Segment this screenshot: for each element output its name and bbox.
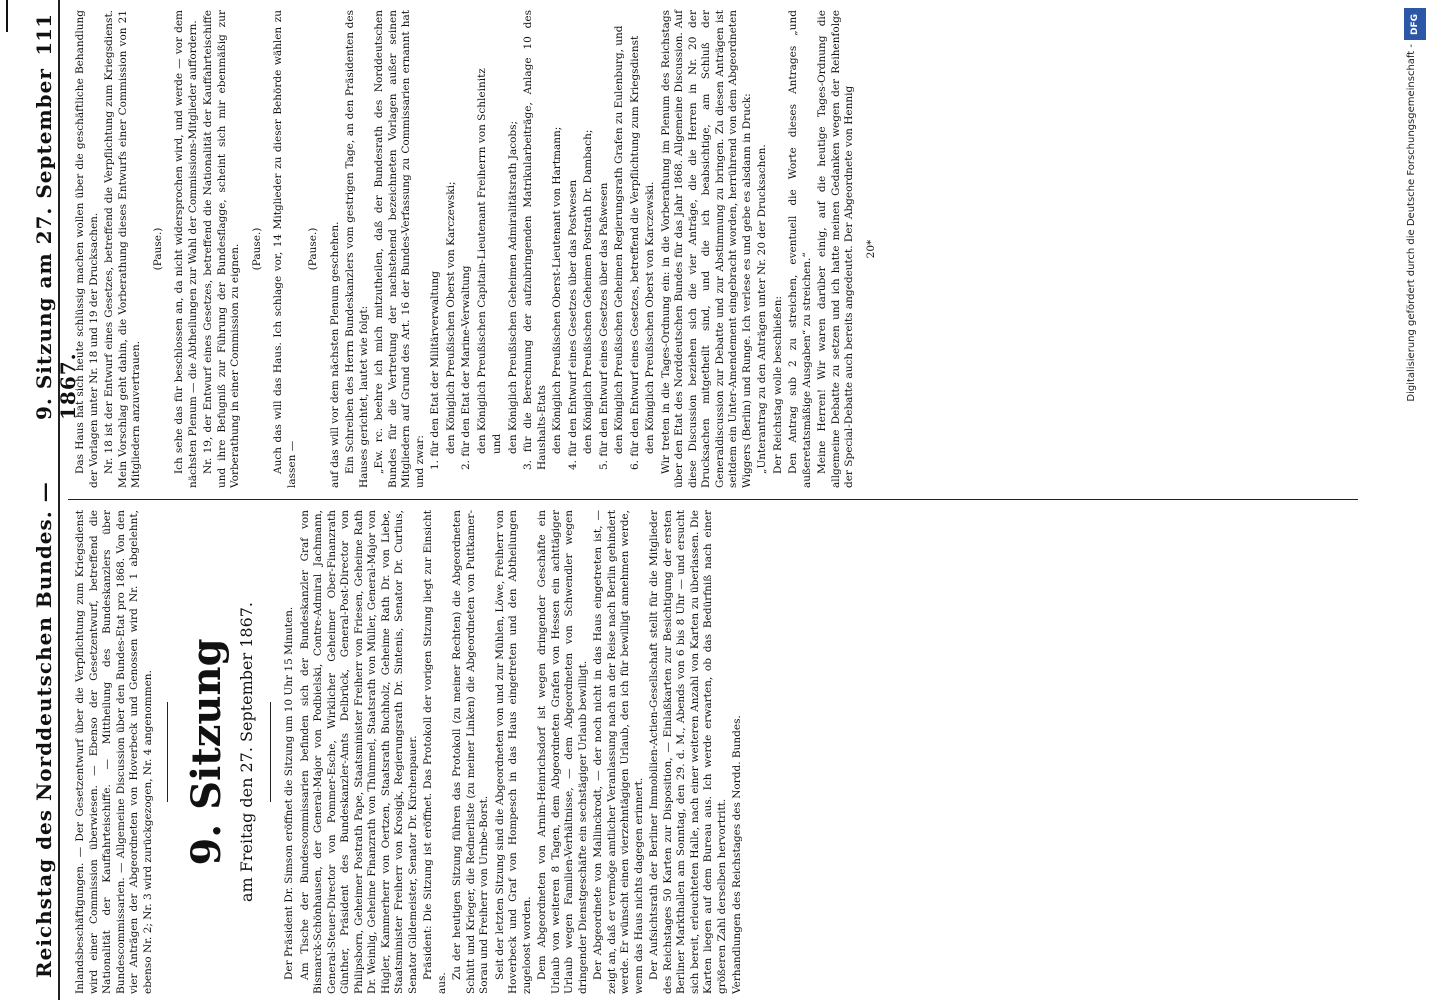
- pause-note: (Pause.): [250, 227, 263, 271]
- running-header: [26, 0, 80, 1000]
- paragraph: Dem Abgeordneten von Arnim-Heinrichsdorf ist wegen dringender Geschäfte ein Urlaub von weiteren 8 Tagen, dem Abgeordneten Grafen von Hessen ein achttägiger Urlaub wegen Familien-Verhältnisse, — dem Abgeordneten von Schwendler wegen dringender Dienstgeschäfte ein sechstägiger Urlaub bewilligt.: [536, 510, 589, 994]
- pause-note: (Pause.): [307, 227, 319, 271]
- list-item: 4. für den Entwurf eines Gesetzes über das Postwesen: [566, 179, 579, 470]
- paragraph: „Ew. rc. beehre ich mich mitzutheilen, daß der Bundesrath des Norddeutschen Bundes für die Vertretung der nachstehend bezeichneten Vorlagen außer seinen Mitgliedern auf Grund des Art. 16 der Bundes-Verfassung zu Commissarien ernannt hat und zwar:: [373, 10, 426, 488]
- list-item: 1. für den Etat der Militärverwaltung: [429, 271, 441, 470]
- list-item: den Königlich Preußischen Oberst von Karczewski.: [644, 181, 656, 454]
- divider-rule: [270, 702, 271, 802]
- paragraph: Der Reichstag wolle beschließen:: [771, 295, 784, 474]
- list-item: 2. für den Etat der Marine-Verwaltung: [460, 265, 472, 470]
- agenda-summary: Inlandsbeschäftigungen. — Der Gesetzentwurf über die Verpflichtung zum Kriegsdienst wird einer Commission überwiesen. — Ebenso der Gesetzentwurf, betreffend die Nationalität der Kauffahrteischiffe. — Mittheilung des Bundeskanzlers über Bundescommissarien. — Allgemeine Discussion über den Bundes-Etat pro 1868. Von den vier Anträgen der Abgeordneten von Hoverbeck und Genossen wird Nr. 1 abgelehnt, ebenso Nr. 2; Nr. 3 wird zurückgezogen, Nr. 4 angenommen.: [74, 510, 154, 994]
- paragraph: Ich sehe das für beschlossen an, da nicht widersprochen wird, und werde — vor dem nächsten Plenum — die Abtheilungen zur Wahl der Commissions-Mitglieder auffordern.: [173, 10, 199, 488]
- page-number: 111: [32, 14, 56, 56]
- paragraph: Der Präsident Dr. Simson eröffnet die Sitzung um 10 Uhr 15 Minuten.: [283, 606, 295, 980]
- divider-rule: [167, 702, 168, 802]
- paragraph: Nr. 19, der Entwurf eines Gesetzes, betreffend die Nationalität der Kauffahrteischiffe und ihre Befugniß zur Führung der Bundesflagge, scheint sich mir ebenmäßig zur Vorberathung in einer Commission zu eignen.: [202, 10, 241, 488]
- dfg-sidebar: [1404, 8, 1426, 948]
- header-session-title: 9. Sitzung am 27. September 1867.: [32, 68, 80, 420]
- paragraph: Den Antrag sub 2 zu streichen, eventuell die Worte dieses Antrages „und außeretatsmäßige Ausgaben“ zu streichen.“: [787, 10, 813, 488]
- dfg-funding-note: Digitalisierung gefördert durch die Deutsche Forschungsgemeinschaft -: [1406, 44, 1417, 402]
- list-item: den Königlich Preußischen Capitain-Lieutenant Freiherrn von Schleinitz: [475, 68, 488, 454]
- paragraph: Auch das will das Haus. Ich schlage vor, 14 Mitglieder zu dieser Behörde wählen zu lassen —: [272, 10, 298, 488]
- header-left-title: Reichstag des Norddeutschen Bundes. —: [32, 481, 56, 978]
- session-title-block: [184, 510, 258, 994]
- pause-note: (Pause.): [151, 227, 164, 271]
- paragraph: „Unterantrag zu den Anträgen unter Nr. 20 der Drucksachen.: [756, 144, 768, 474]
- paragraph: auf das will vor dem nächsten Plenum geschehen.: [328, 221, 341, 488]
- list-item: und: [491, 433, 503, 454]
- paragraph: Nr. 18 ist der Entwurf eines Gesetzes, betreffend die Verpflichtung zum Kriegsdienst. Mein Vorschlag geht dahin, die Vorberathung dieses Entwurfs einer Commission von 21 Mitgliedern anzuvertrauen.: [103, 10, 142, 488]
- list-item: den Königlich Preußischen Oberst-Lieutenant von Hartmann;: [551, 126, 563, 454]
- paragraph: Ein Schreiben des Herrn Bundeskanzlers vom gestrigen Tage, an den Präsidenten des Hauses gerichtet, lautet wie folgt:: [344, 10, 370, 488]
- paragraph: Der Abgeordnete von Mallinckrodt, — der noch nicht in das Haus eingetreten ist, — zeigt an, daß er vermöge amtlicher Veranlassung nach an der Reise nach Berlin gehindert werde. Er wünscht einen vierzehntägigen Urlaub, den ich für bewilligt annehmen werde, wenn das Haus nichts dagegen erinnert.: [592, 510, 645, 994]
- session-date: am Freitag den 27. September 1867.: [237, 601, 256, 903]
- list-item: 5. für den Entwurf eines Gesetzes über das Paßwesen: [597, 182, 610, 470]
- session-title: 9. Sitzung: [183, 638, 230, 866]
- list-item: 3. für die Berechnung der aufzubringenden Matrikularbeiträge, Anlage 10 des Haushalts-Etats: [522, 10, 548, 470]
- paragraph: Präsident: Die Sitzung ist eröffnet. Das Protokoll der vorigen Sitzung liegt zur Einsicht aus.: [422, 510, 448, 994]
- list-item: den Königlich Preußischen Geheimen Regierungsrath Grafen zu Eulenburg, und: [613, 25, 625, 454]
- paragraph: Am Tische der Bundescommissarien befinden sich der Bundeskanzler Graf von Bismarck-Schönhausen, der General-Major von Podbielski, Contre-Admiral Jachmann, General-Steuer-Director von Pommer-Esche, Wirklicher Geheimer Ober-Finanzrath Günther, Präsident des Bundeskanzler-Amts Delbrück, General-Post-Director von Philipsborn, Geheimer Postrath Pape, Staatsminister Freiherr von Friesen, Geheime Rath Dr. Weinlig, Geheime Finanzrath von Thümmel, Staatsrath von Müller, General-Major von Hügler, Kammerherr von Oertzen, Staatsrath Buchholz, Geheime Rath Dr. von Liebe, Staatsminister Freiherr von Krosigk, Regierungsrath Dr. Sintenis, Senator Dr. Curtius, Senator Gildemeister, Senator Dr. Kirchenpauer.: [298, 510, 419, 994]
- paragraph: Wir treten in die Tages-Ordnung ein: in die Vorberathung im Plenum des Reichstags über den Etat des Norddeutschen Bundes für das Jahr 1868. Allgemeine Discussion. Auf diese Discussion beziehen sich die vier Anträge, die die Herren in Nr. 20 der Drucksachen mitgetheilt sind, und die ich beabsichtige, am Schluß der Generaldiscussion zur Debatte und zur Abstimmung zu bringen. Zu diesen Anträgen ist seitdem ein Unter-Amendement eingebracht worden, herrührend von dem Abgeordneten Wiggers (Berlin) und Runge. Ich verlese es und gebe es alsdann in Druck:: [659, 10, 753, 488]
- list-item: den Königlich Preußischen Geheimen Admiralitätsrath Jacobs;: [506, 120, 519, 454]
- paragraph: Zu der heutigen Sitzung führen das Protokoll (zu meiner Rechten) die Abgeordneten Schütt und Krieger, die Rednerliste (zu meiner Linken) die Abgeordneten von Puttkamer-Sorau und Freiherr von Urnbe-Borst.: [451, 510, 490, 994]
- commissioner-list: [429, 10, 658, 488]
- paragraph: Seit der letzten Sitzung sind die Abgeordneten von und zur Mühlen, Löwe, Freiherr von Hoverbeck und Graf von Hompesch in das Haus eingetreten und den Abtheilungen zugeloost worden.: [493, 510, 533, 994]
- page-footer-note: Verhandlungen des Reichstages des Nordd. Bundes.: [731, 715, 743, 994]
- list-item: den Königlich Preußischen Oberst von Karczewski;: [444, 181, 457, 454]
- list-item: 6. für den Entwurf eines Gesetzes, betreffend die Verpflichtung zum Kriegsdienst: [628, 35, 641, 470]
- dfg-logo: DFG: [1404, 8, 1426, 40]
- paragraph: Das Haus hat sich heute schlüssig machen wollen über die geschäftliche Behandlung der Vorlagen unter Nr. 18 und 19 der Drucksachen.: [74, 10, 100, 488]
- paragraph: Meine Herren! Wir waren darüber einig, auf die heutige Tages-Ordnung die allgemeine Debatte zu setzen und ich hatte meinen Gedanken wegen der Reihenfolge der Special-Debatte auch bereits angedeutet. Der Abgeordnete von Hennig: [816, 10, 855, 488]
- left-column: [74, 500, 747, 1000]
- paragraph: Der Aufsichtsrath der Berliner Immobilien-Actien-Gesellschaft stellt für die Mitglieder des Reichstages 50 Karten zur Disposition, — Einlaßkarten zur Besichtigung der ersten Berliner Markthallen am Sonntag, den 29. d. M., Abends von 6 bis 8 Uhr — und ersucht sich bereit, erleuchteten Halle, nach einer weiteren Anzahl von Karten zu überlassen. Die Karten liegen auf dem Bureau aus. Ich werde erwarten, ob das Bedürfniß nach einer größeren Zahl derselben hervortritt.: [648, 510, 728, 994]
- right-column: [74, 0, 886, 500]
- catchword: 20*: [864, 239, 877, 259]
- list-item: den Königlich Preußischen Geheimen Postrath Dr. Dambach;: [582, 129, 594, 454]
